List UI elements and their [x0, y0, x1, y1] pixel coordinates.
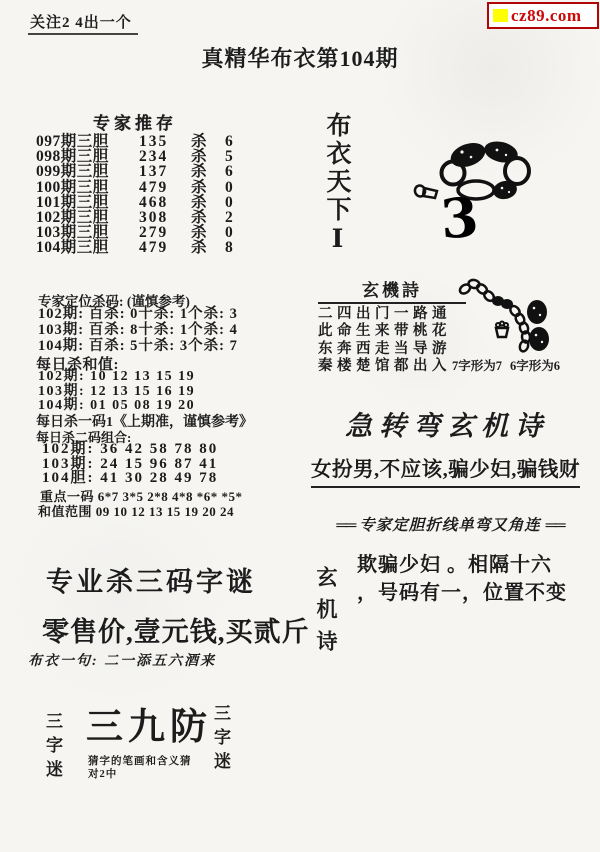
table-row — [36, 164, 243, 179]
top-left-note: 关注2 4出一个 — [28, 11, 138, 35]
table-row — [36, 180, 243, 195]
table-row — [36, 210, 243, 225]
site-badge-text: cz89.com — [511, 5, 582, 25]
buyi-tianxia-vertical-title: 布衣天下Ⅰ — [323, 112, 350, 256]
kill-label-cell: 杀 — [191, 193, 208, 211]
divider-dash-left: ══ — [336, 517, 355, 534]
dan-cell: 137 — [139, 163, 169, 181]
turn-poem-line: 女扮男,不应该,骗少妇,骗钱财 — [311, 452, 580, 488]
kill-label-cell: 杀 — [191, 239, 208, 257]
mystery-poem-vertical-label: 玄机诗 — [314, 566, 338, 662]
daily-one-kill-line: 每日杀一码1《上期准，谨慎参考》 — [36, 415, 253, 430]
kill-label-cell: 杀 — [191, 133, 208, 150]
dan-cell: 308 — [139, 209, 169, 227]
turn-poem-title: 急转弯玄机诗 — [345, 411, 549, 441]
period-cell: 099期三胆 — [36, 163, 109, 181]
kill-three-riddle-title: 专业杀三码字谜 — [46, 567, 256, 597]
list-item: 104胆: 41 30 28 49 78 — [42, 470, 219, 487]
list-item: 102期: 36 42 58 78 80 — [42, 441, 219, 457]
period-cell: 104期三胆 — [36, 239, 109, 257]
page-title: 真精华布衣第104期 — [201, 46, 399, 71]
divider-dash-right: ══ — [545, 517, 564, 534]
three-char-riddle-label-right: 三字迷 — [211, 704, 230, 776]
table-row — [36, 195, 243, 210]
kill-label-cell: 杀 — [191, 178, 208, 196]
riddle-note-line1: 猜字的笔画和含义猜 — [88, 756, 192, 767]
bead-ring-drawing — [405, 122, 575, 257]
yellow-square-icon — [493, 9, 508, 22]
list-item: 104期: 百杀: 5十杀: 3个杀: 7 — [38, 338, 238, 354]
dan-cell: 234 — [139, 148, 169, 166]
kill-cell: 6 — [225, 133, 234, 150]
riddle-price-line: 零售价,壹元钱,买贰斤 — [42, 617, 310, 647]
kill-label-cell: 杀 — [191, 163, 208, 181]
list-item: 102期: 百杀: 0十杀: 1个杀: 3 — [38, 306, 238, 322]
dan-cell: 135 — [139, 133, 169, 150]
riddle-note — [88, 755, 192, 781]
kill-label-cell: 杀 — [191, 209, 208, 227]
expert-recommend-header: 专家推存 — [93, 114, 177, 133]
three-char-riddle-answer: 三九防 — [86, 707, 212, 748]
kill-label-cell: 杀 — [191, 148, 208, 166]
riddle-note-line2: 对2中 — [88, 769, 118, 780]
poem-line: 此命生来带桃花 — [318, 323, 451, 340]
position-kill-header: 专家定位杀码: (谨慎参考) — [38, 294, 190, 309]
dan-cell: 479 — [139, 178, 169, 196]
mystery-hint-block — [357, 551, 567, 607]
expert-divider-line — [315, 513, 585, 535]
buyi-sentence: 布衣一句: 二一添五六酒来 — [28, 654, 217, 669]
dan-cell: 279 — [139, 224, 169, 242]
kill-cell: 8 — [225, 239, 234, 257]
shape-caption-6: 6字形为6 — [510, 359, 561, 373]
period-cell: 098期三胆 — [36, 148, 109, 166]
dan-cell: 468 — [139, 193, 169, 211]
kill-label-cell: 杀 — [191, 224, 208, 242]
hint-line2: ，号码有一，位置不变 — [357, 582, 567, 604]
kill-cell: 0 — [225, 224, 234, 242]
period-cell: 100期三胆 — [36, 178, 109, 196]
daily-two-kill-header: 每日杀二码组合: — [36, 430, 132, 445]
list-item: 103期: 12 13 15 16 19 — [38, 383, 196, 399]
daily-sum-kill-rows — [38, 370, 195, 414]
position-kill-rows — [38, 306, 238, 354]
period-cell: 097期三胆 — [36, 133, 109, 150]
kill-cell: 0 — [225, 178, 234, 196]
poem-line: 秦楼楚馆都出入 — [318, 358, 451, 375]
poem-line: 东奔西走当导游 — [318, 340, 451, 357]
sum-range-line: 和值范围 09 10 12 13 15 19 20 24 — [38, 504, 235, 519]
dan-cell: 479 — [139, 239, 169, 257]
mystery-poem-block — [318, 276, 466, 374]
svg-text:3: 3 — [438, 184, 481, 252]
hint-line1: 欺骗少妇 。相隔十六 — [357, 554, 552, 576]
key-one-code-line: 重点一码 6*7 3*5 2*8 4*8 *6* *5* — [40, 489, 243, 504]
list-item: 104期: 01 05 08 19 20 — [38, 398, 196, 414]
site-badge[interactable] — [487, 2, 599, 29]
daily-sum-kill-header: 每日杀和值: — [36, 357, 119, 373]
period-cell: 102期三胆 — [36, 209, 109, 227]
chain-drawing — [448, 272, 553, 360]
period-cell: 103期三胆 — [36, 224, 109, 242]
mystery-poem-header: 玄機詩 — [318, 276, 466, 304]
list-item: 102期: 10 12 13 15 19 — [38, 369, 196, 384]
list-item: 103期: 24 15 96 87 41 — [42, 455, 219, 472]
period-cell: 101期三胆 — [36, 193, 109, 211]
poem-line: 二四出门一路通 — [318, 306, 451, 322]
table-row — [36, 134, 243, 149]
divider-text: 专家定胆折线单弯又角连 — [359, 517, 541, 534]
kill-cell: 0 — [225, 193, 234, 211]
list-item: 103期: 百杀: 8十杀: 1个杀: 4 — [38, 322, 238, 338]
shape-caption-7: 7字形为7 — [452, 359, 503, 373]
expert-recommend-table — [36, 134, 243, 256]
table-row — [36, 240, 243, 255]
three-char-riddle-label-left: 三字迷 — [43, 712, 62, 784]
daily-two-kill-rows — [42, 442, 218, 486]
kill-cell: 5 — [225, 148, 234, 166]
kill-cell: 2 — [225, 209, 234, 227]
kill-cell: 6 — [225, 163, 234, 181]
